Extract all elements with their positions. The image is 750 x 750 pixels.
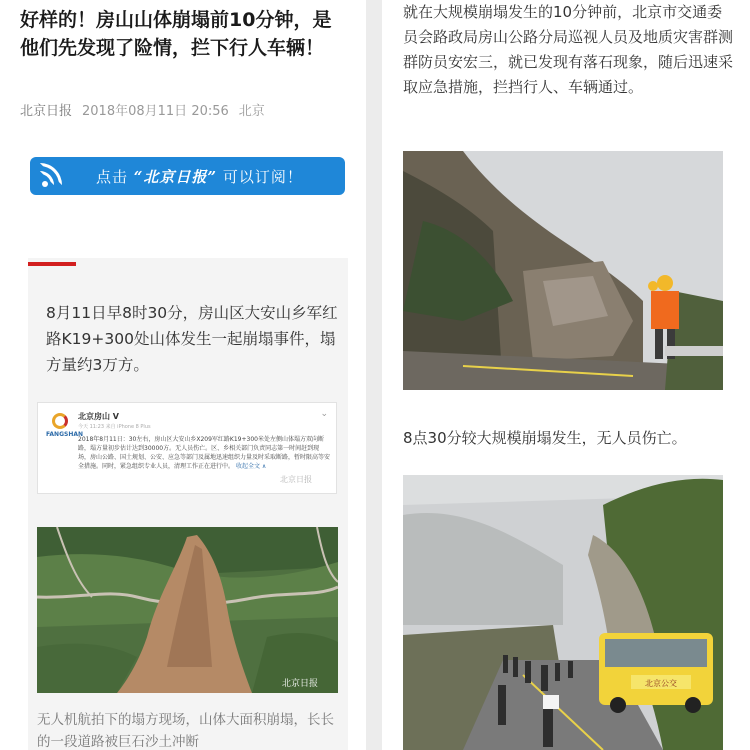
weibo-account-name: 北京房山 V [78,412,119,421]
drone-photo-watermark: 北京日报 [282,679,319,689]
card-intro-text: 8月11日早8时30分，房山区大安山乡军红路K19+300处山体发生一起崩塌事件，塌方量约3万方。 [46,304,338,374]
right-article-panel [382,0,750,750]
rss-icon [30,157,74,195]
weibo-collapse-link: 收起全文 ∧ [235,463,267,470]
article-meta [20,100,265,119]
subscribe-banner[interactable] [30,157,345,195]
weibo-post-body [78,435,330,471]
drone-landslide-photo [37,527,338,693]
weibo-post-meta: 今天 11:23 来自 iPhone 8 Plus [78,424,151,430]
subscribe-suffix: 可以订阅！ [222,167,303,186]
dust-cloud-photo [403,475,723,750]
bus-banner-text: 北京公交 [645,679,677,688]
rockfall-photo [403,151,723,390]
red-rule-divider [28,262,76,266]
subscribe-label [96,166,303,187]
fangshan-logo-icon [46,411,84,439]
panel-divider [366,0,382,750]
right-photo-caption: 8点30分较大规模崩塌发生，无人员伤亡。 [403,429,687,447]
right-intro-text: 就在大规模崩塌发生的10分钟前，北京市交通委员会路政局房山公路分局巡视人员及地质灾害群测群防员安宏三，就已发现有落石现象，随后迅速采取应急措施，拦挡行人、车辆通过。 [403,3,734,96]
article-location: 北京 [238,104,265,119]
chevron-down-icon: ⌄ [320,409,328,419]
article-source[interactable]: 北京日报 [20,104,73,119]
weibo-body-text: 2018年8月11日：30左右，房山区大安山乡X209军红路K19+300米处左侧山体塌方双向断路，塌方量初步估计达到30000方。无人员伤亡。区、乡相关部门负责同志第一时间赶到现场，房山公路、国土规划、公安、应急等部门及属地迅速组织力量及时采取断路，暂时限高等安全措施。同时，紧急组织专业人员，清理工作正在进行中。 [78,436,331,470]
weibo-watermark: 北京日报 [280,475,312,484]
article-title: 好样的！房山山体崩塌前10分钟，是他们先发现了险情，拦下行人车辆！ [20,9,332,59]
subscribe-brand: “北京日报” [133,167,218,186]
drone-photo-caption: 无人机航拍下的塌方现场，山体大面积崩塌，长长的一段道路被巨石沙土冲断 [37,712,334,750]
left-article-panel [0,0,366,750]
logo-text: FANGSHAN [46,431,84,438]
article-datetime: 2018年08月11日 20:56 [82,104,229,119]
subscribe-prefix: 点击 [96,167,129,186]
